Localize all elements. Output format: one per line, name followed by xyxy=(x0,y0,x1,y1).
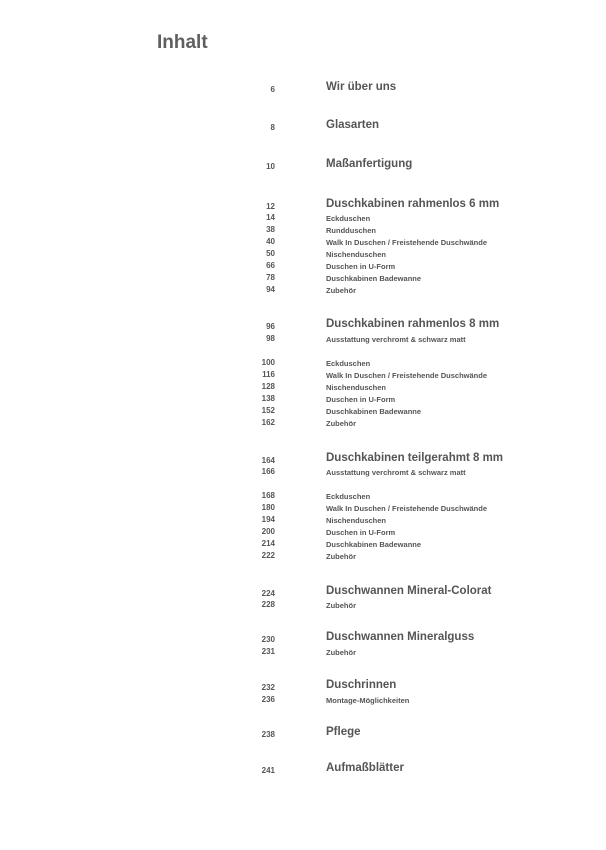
toc-section-title: Duschkabinen teilgerahmt 8 mm xyxy=(326,452,504,464)
toc-subsection-title: Rundduschen xyxy=(326,226,376,235)
toc-page-number: 241 xyxy=(261,766,275,775)
toc-section-title: Pflege xyxy=(326,726,361,738)
toc-page-number: 6 xyxy=(270,85,275,94)
toc-subsection-title: Eckduschen xyxy=(326,214,371,223)
toc-page-number: 166 xyxy=(261,467,275,476)
toc-subsection-title: Nischenduschen xyxy=(326,250,387,259)
toc-page-number: 180 xyxy=(261,503,275,512)
toc-subsection-title: Montage-Möglichkeiten xyxy=(326,696,410,705)
toc-page-number: 12 xyxy=(266,202,275,211)
toc-page-number: 14 xyxy=(266,213,275,222)
toc-section-title: Wir über uns xyxy=(326,81,397,93)
page-title: Inhalt xyxy=(157,32,208,53)
toc-page-number: 100 xyxy=(261,358,275,367)
toc-page-number: 230 xyxy=(261,635,275,644)
toc-subsection-title: Zubehör xyxy=(326,648,356,657)
toc-subsection-title: Duschkabinen Badewanne xyxy=(326,274,422,283)
toc-page-number: 116 xyxy=(262,370,275,379)
toc-subsection-title: Walk In Duschen / Freistehende Duschwände xyxy=(326,371,488,380)
toc-section-title: Duschwannen Mineralguss xyxy=(326,631,475,643)
toc-page-number: 50 xyxy=(266,249,275,258)
toc-page-number: 10 xyxy=(266,162,275,171)
toc-page-number: 194 xyxy=(261,515,275,524)
toc-page-number: 224 xyxy=(261,589,275,598)
toc-page-number: 128 xyxy=(261,382,275,391)
toc-section-title: Glasarten xyxy=(326,119,380,131)
toc-subsection-title: Ausstattung verchromt & schwarz matt xyxy=(326,468,466,477)
toc-page-number: 164 xyxy=(261,456,275,465)
toc-page-number: 168 xyxy=(261,491,275,500)
toc-page-number: 222 xyxy=(261,551,275,560)
toc-page-number: 214 xyxy=(261,539,275,548)
toc-subsection-title: Duschen in U-Form xyxy=(326,528,396,537)
toc-page-number: 152 xyxy=(261,406,275,415)
toc-page-number: 8 xyxy=(270,123,275,132)
toc-section-title: Maßanfertigung xyxy=(326,158,413,170)
toc-subsection-title: Duschen in U-Form xyxy=(326,395,396,404)
toc-section-title: Duschkabinen rahmenlos 6 mm xyxy=(326,198,500,210)
toc-page-number: 228 xyxy=(261,600,275,609)
toc-page-number: 236 xyxy=(261,695,275,704)
toc-page-number: 232 xyxy=(261,683,275,692)
toc-subsection-title: Zubehör xyxy=(326,419,356,428)
toc-subsection-title: Ausstattung verchromt & schwarz matt xyxy=(326,335,466,344)
toc-section-title: Duschrinnen xyxy=(326,679,397,691)
toc-page-number: 40 xyxy=(266,237,275,246)
toc-subsection-title: Zubehör xyxy=(326,601,356,610)
toc-section-title: Duschkabinen rahmenlos 8 mm xyxy=(326,318,500,330)
toc-section-title: Aufmaßblätter xyxy=(326,762,404,774)
toc-subsection-title: Nischenduschen xyxy=(326,516,387,525)
toc-subsection-title: Eckduschen xyxy=(326,492,371,501)
toc-page-number: 94 xyxy=(266,285,275,294)
toc-subsection-title: Duschkabinen Badewanne xyxy=(326,540,422,549)
toc-page-number: 162 xyxy=(261,418,275,427)
toc-page-number: 238 xyxy=(261,730,275,739)
toc-page-number: 78 xyxy=(266,273,275,282)
toc-subsection-title: Zubehör xyxy=(326,286,356,295)
toc-subsection-title: Walk In Duschen / Freistehende Duschwände xyxy=(326,238,488,247)
toc-subsection-title: Duschen in U-Form xyxy=(326,262,396,271)
toc-subsection-title: Zubehör xyxy=(326,552,356,561)
toc-page-number: 138 xyxy=(261,394,275,403)
toc-subsection-title: Walk In Duschen / Freistehende Duschwände xyxy=(326,504,488,513)
toc-section-title: Duschwannen Mineral-Colorat xyxy=(326,585,492,597)
toc-page-number: 38 xyxy=(266,225,275,234)
toc-page-number: 200 xyxy=(261,527,275,536)
toc-page-number: 66 xyxy=(266,261,275,270)
toc-page-number: 98 xyxy=(266,334,275,343)
toc-subsection-title: Eckduschen xyxy=(326,359,371,368)
toc-subsection-title: Nischenduschen xyxy=(326,383,387,392)
toc-page-number: 96 xyxy=(266,322,275,331)
toc-subsection-title: Duschkabinen Badewanne xyxy=(326,407,422,416)
toc-page-number: 231 xyxy=(261,647,275,656)
